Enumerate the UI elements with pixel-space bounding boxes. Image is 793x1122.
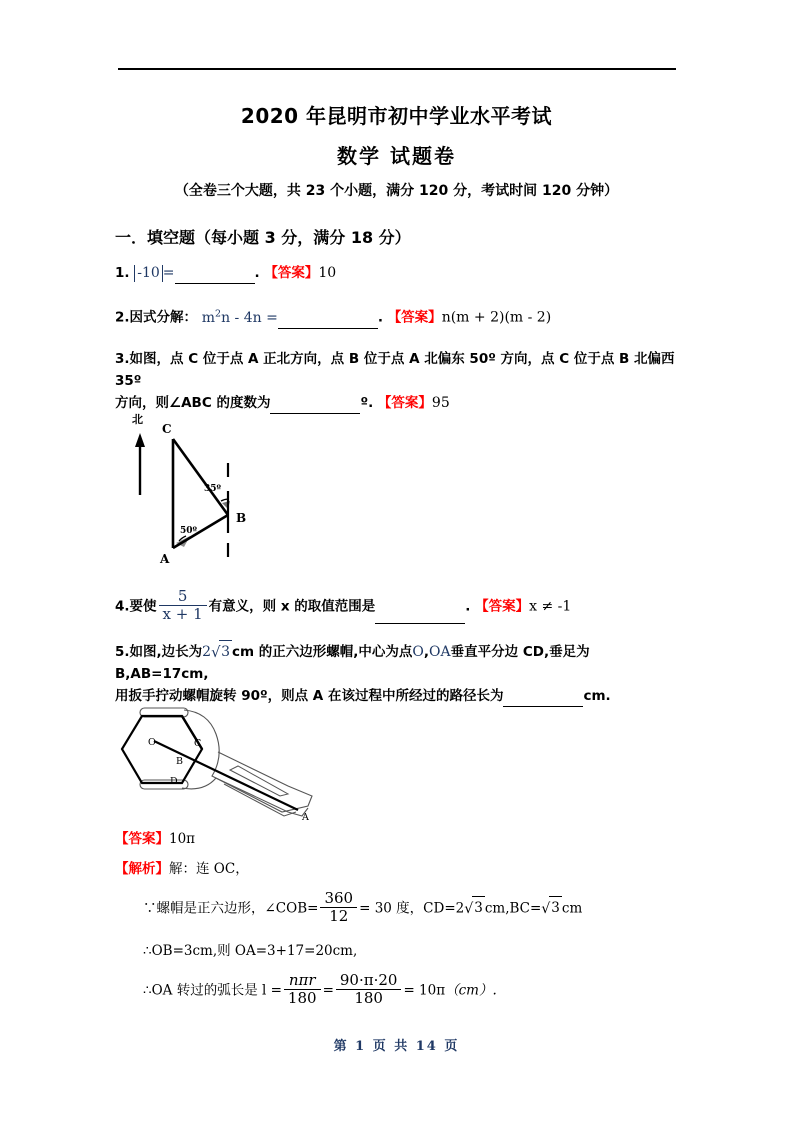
- solution-step-2-text: ∴OB=3cm,则 OA=3+17=20cm,: [143, 943, 358, 959]
- solution-analysis-tag: 【解析】: [115, 861, 169, 877]
- question-4-post: 有意义，则 x 的取值范围是: [208, 598, 376, 615]
- wrench-nut-svg: [112, 700, 337, 830]
- solution-step-3-unit: （cm）.: [445, 982, 497, 999]
- question-4-fraction: $\frac{5}{x + 1}$: [159, 588, 207, 624]
- angle-label-b: 35º: [204, 484, 222, 494]
- question-2-number: 2.: [115, 309, 130, 326]
- solution-step-1-text-c: cm,BC=: [484, 900, 542, 917]
- question-5-line-1: 5.如图,边长为2 √ 3 cm 的正六边形螺帽,中心为点O,OA垂直平分边 CD,垂足为 B,AB=17cm,: [115, 640, 685, 685]
- page-footer: 第 1 页 共 14 页: [333, 1039, 460, 1054]
- label-a: A: [302, 812, 309, 823]
- question-5-segment-oa: OA: [429, 644, 451, 660]
- solution-answer-tag: 【答案】: [115, 831, 169, 847]
- question-2-period: .: [377, 309, 383, 326]
- north-label: 北: [132, 413, 143, 426]
- solution-step-1-text-a: ∵螺帽是正六边形，∠COB=: [143, 900, 319, 917]
- vertex-label-a: A: [160, 552, 170, 566]
- figure-wrench-nut: [112, 700, 337, 834]
- question-5: [115, 640, 685, 707]
- question-5-sqrt-term: 2 √ 3: [202, 644, 232, 660]
- solution-step-1-text-b: = 30 度，CD=2: [359, 900, 465, 917]
- question-4-number: 4.: [115, 598, 130, 615]
- label-c: C: [194, 738, 202, 749]
- solution-step-1: [115, 890, 723, 926]
- angle-label-a: 50º: [180, 526, 198, 536]
- label-d: D: [170, 776, 178, 787]
- hexagon-nut: [122, 716, 202, 783]
- question-5-line-2: 用扳手拧动螺帽旋转 90º，则点 A 在该过程中所经过的路径长为 cm.: [115, 685, 685, 707]
- question-1-period: .: [254, 265, 260, 281]
- label-o: O: [148, 737, 156, 748]
- jaw-pad-bottom: [140, 780, 188, 789]
- question-1-answer-tag: 【答案】: [264, 265, 319, 281]
- question-2-expression: $m^2n - 4n$ =: [201, 308, 278, 326]
- figure-triangle-bearings: [118, 405, 288, 579]
- question-1: [115, 262, 685, 284]
- solution-step-1-sqrt-1: √ 3: [464, 896, 485, 919]
- question-2: [115, 303, 685, 329]
- question-1-answer: 10: [318, 265, 337, 281]
- question-2-answer: n(m + 2)(m - 2): [441, 309, 552, 326]
- solution-step-3-fraction-1: $\frac{\text{nπr}}{180}$: [284, 972, 321, 1008]
- question-2-answer-blank[interactable]: [278, 328, 378, 329]
- solution-step-1-text-d: cm: [561, 900, 583, 917]
- segment-cb: [173, 439, 228, 515]
- solution-step-3-equals: =: [322, 982, 334, 999]
- question-4-answer-blank[interactable]: [375, 623, 465, 624]
- question-1-abs-value: -10: [134, 265, 163, 282]
- question-4: [115, 588, 685, 624]
- solution-analysis-lead: 解：连 OC，: [169, 861, 249, 877]
- label-b: B: [176, 756, 183, 767]
- question-1-answer-blank[interactable]: [175, 283, 255, 284]
- north-arrow-head: [135, 433, 145, 447]
- vertex-label-b: B: [236, 511, 247, 525]
- solution-answer: 10π: [169, 831, 196, 847]
- question-5-point-o: O: [412, 644, 424, 660]
- question-3-line-2: 方向，则∠ABC 的度数为 º. 【答案】95: [115, 392, 685, 414]
- solution-step-3: [115, 972, 723, 1008]
- solution-step-2: [115, 940, 723, 962]
- solution-analysis-line: [115, 858, 695, 880]
- question-3-answer-tag: 【答案】: [377, 395, 432, 411]
- question-1-equals: =: [162, 265, 175, 281]
- question-2-label: 因式分解：: [129, 309, 198, 326]
- solution-step-1-fraction: $\frac{360}{12}$: [320, 890, 357, 926]
- question-2-answer-tag: 【答案】: [387, 309, 442, 326]
- triangle-bearings-svg: [118, 405, 288, 575]
- subject-title: 数学 试题卷: [337, 144, 456, 168]
- question-1-number: 1.: [115, 265, 130, 281]
- question-4-pre: 要使: [129, 598, 157, 615]
- solution-step-3-text-a: ∴OA 转过的弧长是 l =: [143, 982, 282, 999]
- section-heading: 一．填空题（每小题 3 分，满分 18 分）: [115, 228, 411, 247]
- page-title: 2020 年昆明市初中学业水平考试: [240, 104, 553, 128]
- question-5-answer-blank[interactable]: [503, 706, 583, 707]
- question-3-answer: 95: [431, 395, 450, 411]
- solution-step-3-fraction-2: $\frac{90\cdot\pi\cdot 20}{180}$: [336, 972, 402, 1008]
- question-4-answer: x ≠ -1: [529, 598, 572, 615]
- question-4-answer-tag: 【答案】: [475, 598, 530, 615]
- header-rule: [118, 68, 676, 70]
- exam-note: （全卷三个大题，共 23 个小题，满分 120 分，考试时间 120 分钟）: [174, 183, 619, 199]
- question-3-line-1: 3.如图，点 C 位于点 A 正北方向，点 B 位于点 A 北偏东 50º 方向，点 C 位于点 B 北偏西 35º: [115, 351, 675, 389]
- solution-answer-line: [115, 828, 695, 850]
- solution-step-3-result: = 10π: [403, 982, 446, 999]
- vertex-label-c: C: [162, 422, 172, 436]
- question-4-period: .: [465, 598, 471, 615]
- solution-step-1-sqrt-2: √ 3: [541, 896, 562, 919]
